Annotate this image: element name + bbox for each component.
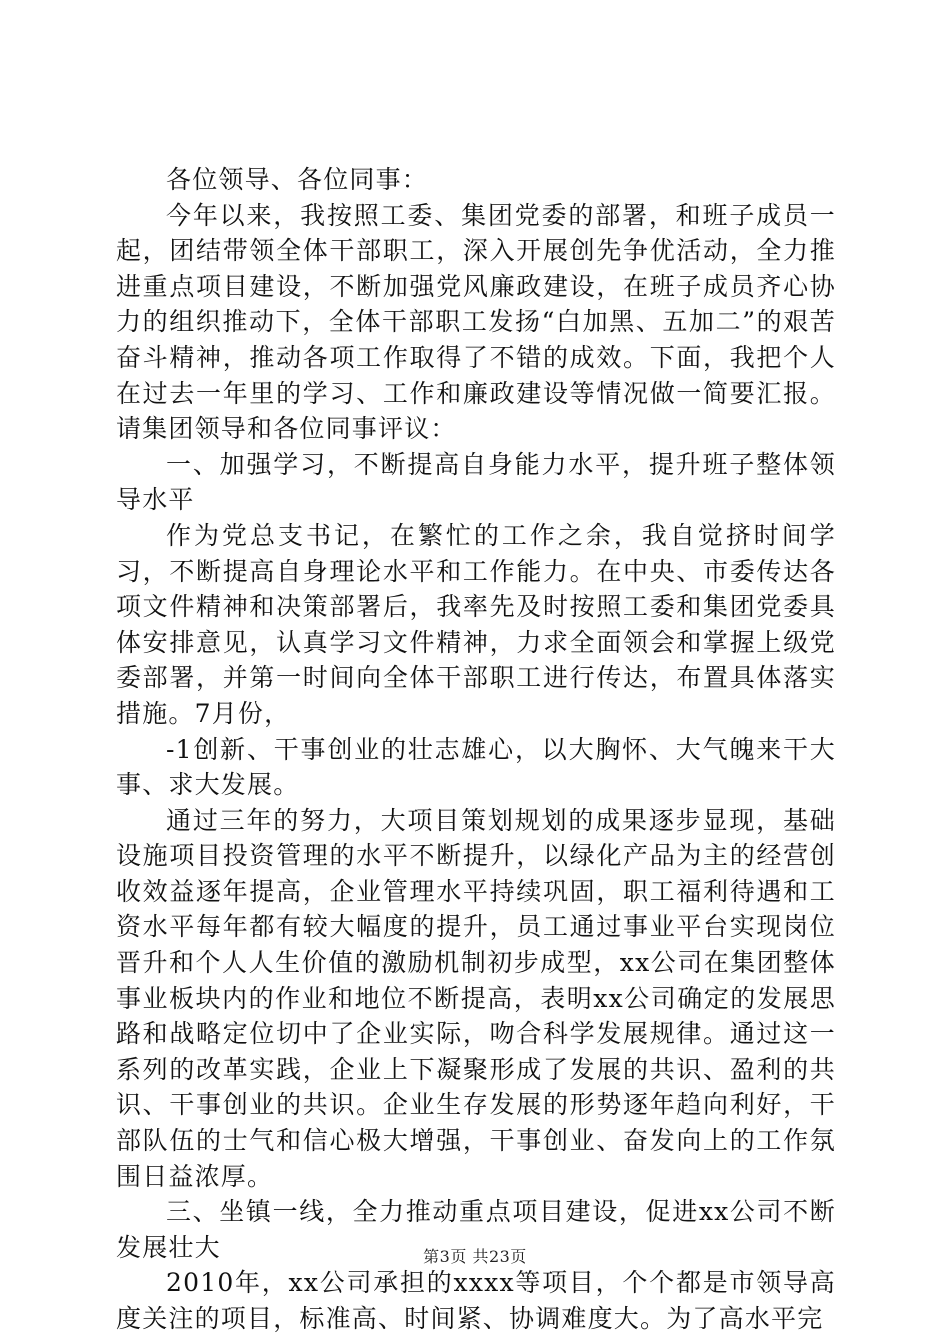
section-3-paragraph: 2010年，xx公司承担的xxxx等项目，个个都是市领导高度关注的项目，标准高、时间紧、协调难度大。为了高水平完 (116, 1268, 836, 1333)
page-number: 第3页 共23页 (423, 1247, 527, 1266)
fragment-paragraph: -1创新、干事创业的壮志雄心，以大胸怀、大气魄来干大事、求大发展。 (116, 734, 836, 800)
intro-paragraph: 今年以来，我按照工委、集团党委的部署，和班子成员一起，团结带领全体干部职工，深入开展创先争优活动，全力推进重点项目建设，不断加强党风廉政建设，在班子成员齐心协力的组织推动下，全体干部职工发扬“白加黑、五加二”的艰苦奋斗精神，推动各项工作取得了不错的成效。下面，我把个人在过去一年里的学习、工作和廉政建设等情况做一简要汇报。请集团领导和各位同事评议： (116, 200, 836, 444)
section-heading-1: 一、加强学习，不断提高自身能力水平，提升班子整体领导水平 (116, 449, 836, 515)
document-body (116, 162, 836, 1337)
section-heading-3: 三、坐镇一线，全力推动重点项目建设，促进xx公司不断发展壮大 (116, 1197, 836, 1262)
salutation: 各位领导、各位同事： (166, 165, 429, 194)
results-paragraph: 通过三年的努力，大项目策划规划的成果逐步显现，基础设施项目投资管理的水平不断提升，以绿化产品为主的经营创收效益逐年提高，企业管理水平持续巩固，职工福利待遇和工资水平每年都有较大幅度的提升，员工通过事业平台实现岗位晋升和个人人生价值的激励机制初步成型，xx公司在集团整体事业板块内的作业和地位不断提高，表明xx公司确定的发展思路和战略定位切中了企业实际，吻合科学发展规律。通过这一系列的改革实践，企业上下凝聚形成了发展的共识、盈利的共识、干事创业的共识。企业生存发展的形势逐年趋向利好，干部队伍的士气和信心极大增强，干事创业、奋发向上的工作氛围日益浓厚。 (116, 805, 836, 1191)
section-1-paragraph: 作为党总支书记，在繁忙的工作之余，我自觉挤时间学习，不断提高自身理论水平和工作能力。在中央、市委传达各项文件精神和决策部署后，我率先及时按照工委和集团党委具体安排意见，认真学习文件精神，力求全面领会和掌握上级党委部署，并第一时间向全体干部职工进行传达，布置具体落实措施。7月份， (116, 520, 836, 728)
